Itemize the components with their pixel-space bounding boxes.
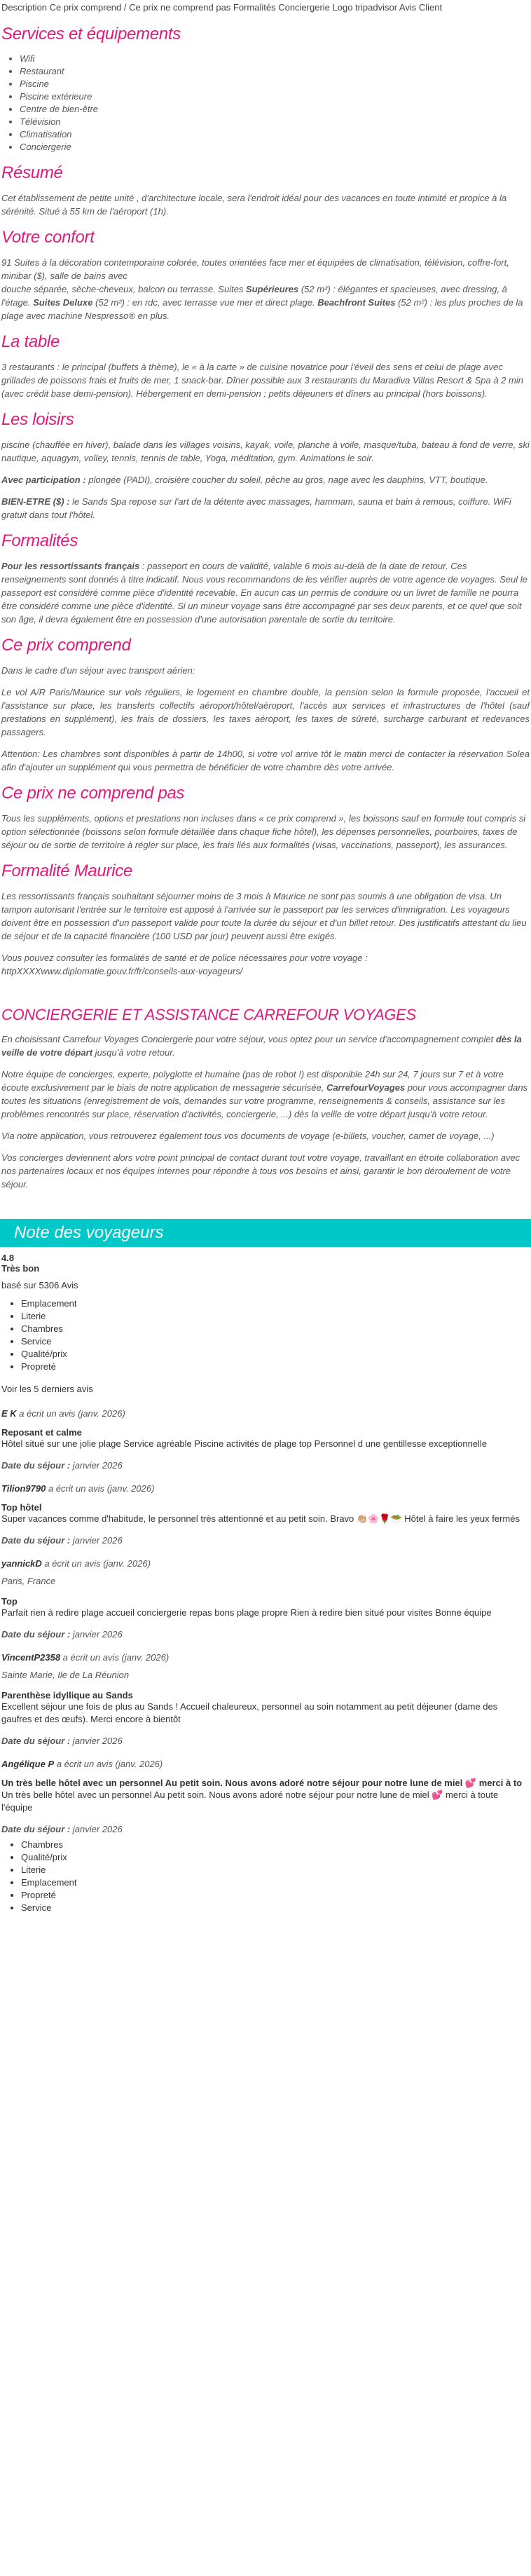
formalites-body: : passeport en cours de validité, valable 6 mois au-delà de la date de retour. Ces renseignements sont donnés à titre indicatif. Nous vous recommandons de les vérifier auprès de votre agence de voyages. Seul le passeport est considéré comme pièce d'identité recevable. En aucun cas un permis de conduire ou un livret de famille ne pourra être considéré comme une pièce d'identité. Si un mineur voyage sans être accompagné par ses deux parents, et ce quel que soit son âge, il devra également être en possession d'une autorisation parentale de sortie du territoire. bbox=[1, 561, 527, 625]
table-section bbox=[0, 332, 531, 400]
review-meta: a écrit un avis (janv. 2026) bbox=[46, 1483, 155, 1494]
service-item: • Wifi bbox=[20, 53, 530, 65]
review-author-line bbox=[1, 1652, 530, 1663]
confort-text-2a: douche séparée, sèche-cheveux, balcon ou terrasse. Suites bbox=[1, 284, 247, 294]
confort-text-2c: (52 m²) : élégantes et spacieuses, avec dressing, à l'étage. bbox=[1, 284, 507, 308]
last-reviews-link[interactable]: Voir les 5 derniers avis bbox=[1, 1384, 93, 1394]
criteria-item: • Propreté bbox=[21, 1361, 531, 1373]
review-date: janvier 2026 bbox=[70, 1460, 123, 1471]
confort-section bbox=[0, 228, 531, 322]
resume-text: Cet établissement de petite unité , d'architecture locale, sera l'endroit idéal pour des vacances en toute intimité et propice à la sérénité. Situé à 55 km de l'aéroport (1h). bbox=[1, 193, 507, 217]
criteria-item: • Qualité/prix bbox=[21, 1851, 531, 1864]
loisirs-bienetre-label: BIEN-ETRE ($) : bbox=[1, 496, 70, 507]
comprend-title: Ce prix comprend bbox=[1, 636, 131, 655]
ne-comprend-title: Ce prix ne comprend pas bbox=[1, 784, 185, 803]
review-author[interactable]: E K bbox=[1, 1408, 17, 1419]
conciergerie-text-2 bbox=[1, 1068, 530, 1121]
confort-text-1: 91 Suites à la décoration contemporaine colorée, toutes orientées face mer et équipées de climatisation, télévision, coffre-fort, minibar ($), salle de bains avec bbox=[1, 257, 509, 281]
conciergerie-text-1 bbox=[1, 1033, 530, 1059]
loisirs-section bbox=[0, 410, 531, 522]
criteria-item: • Propreté bbox=[21, 1889, 531, 1902]
review-title: Parenthèse idyllique au Sands bbox=[1, 1690, 133, 1701]
review-author[interactable]: VincentP2358 bbox=[1, 1652, 61, 1663]
services-list bbox=[1, 53, 530, 154]
review-date-label: Date du séjour : bbox=[1, 1535, 71, 1546]
criteria-item: • Emplacement bbox=[21, 1297, 531, 1310]
criteria-item: • Chambres bbox=[21, 1323, 531, 1335]
comprend-section bbox=[0, 636, 531, 774]
conciergerie-text-2c: pour vous accompagner dans toutes les situations (enregistrement de vols, demandes sur votre programme, renseignements & conseils, assistance sur les problèmes rencontrés sur place, réservation d'activités, conciergerie, ...) dès la veille de votre départ jusqu'à votre retour. bbox=[1, 1082, 528, 1119]
criteria-item: • Service bbox=[21, 1335, 531, 1348]
diplomatie-link[interactable]: httpXXXXwww.diplomatie.gouv.fr/fr/conseils-aux-voyageurs/ bbox=[1, 966, 243, 976]
review-author[interactable]: Angélique P bbox=[1, 1759, 55, 1769]
ne-comprend-text: Tous les suppléments, options et prestations non incluses dans « ce prix comprend », les boissons sauf en formule tout compris si option sélectionnée (boissons selon formule détaillée dans chaque fiche hôtel), les dépenses personnelles, pourboires, taxes de séjour ou de sortie de territoire à régler sur place, les frais liés aux formalités (visas, vaccinations, passeport), les assurances. bbox=[1, 813, 526, 850]
reviews-list bbox=[1, 1408, 530, 1834]
conciergerie-text-1a: En choisissant Carrefour Voyages Conciergerie pour votre séjour, vous optez pour un service d'accompagnement complet bbox=[1, 1034, 496, 1044]
loisirs-title: Les loisirs bbox=[1, 410, 74, 429]
conciergerie-text-3: Via notre application, vous retrouverez également tous vos documents de voyage (e-billets, voucher, carnet de voyage, ...) bbox=[1, 1131, 495, 1141]
criteria-list bbox=[0, 1297, 531, 1373]
review-date-line bbox=[1, 1824, 530, 1834]
criteria-item: • Chambres bbox=[21, 1839, 531, 1851]
service-item: • Télévision bbox=[20, 116, 530, 128]
conciergerie-title: CONCIERGERIE ET ASSISTANCE CARREFOUR VOYAGES bbox=[1, 1006, 416, 1023]
confort-title: Votre confort bbox=[1, 228, 95, 247]
review-author[interactable]: yannickD bbox=[1, 1558, 42, 1569]
review-date: janvier 2026 bbox=[70, 1629, 123, 1640]
formalite-maurice-text-1: Les ressortissants français souhaitant séjourner moins de 3 mois à Maurice ne sont pas soumis à une obligation de visa. Un tampon autorisant l'entrée sur le territoire est apposé à l'arrivée sur le passeport par les services d'immigration. Les voyageurs doivent être en possession d'un passeport valide pour toute la durée du séjour et d'un billet retour. Des justificatifs attestant du lieu de séjour et de la capacité financière (100 USD par jour) peuvent aussi être exigés. bbox=[1, 891, 527, 941]
confort-text-2g: (52 m²) : les plus proches de la plage avec machine Nespresso® en plus. bbox=[1, 297, 523, 321]
review-date-line bbox=[1, 1460, 530, 1471]
comprend-text-1: Le vol A/R Paris/Maurice sur vols réguliers, le logement en chambre double, la pension selon la formule proposée, l'accueil et l'assistance sur place, les transferts collectifs aéroport/hôtel/aéroport, l'accès aux services et infrastructures de l'hôtel (sauf prestations en supplément), les frais de dossiers, les taxes aéroport, les taxes de sûreté, surcharge carburant et redevances passagers. bbox=[1, 687, 530, 737]
review-date-line bbox=[1, 1629, 530, 1640]
review-item bbox=[1, 1408, 530, 1471]
review-meta: a écrit un avis (janv. 2026) bbox=[60, 1652, 170, 1663]
review-location: Sainte Marie, Ile de La Réunion bbox=[1, 1670, 130, 1680]
service-item: • Climatisation bbox=[20, 128, 530, 141]
review-title: Un très belle hôtel avec un personnel Au petit soin. Nous avons adoré notre séjour pour notre lune de miel 💕 merci à to bbox=[1, 1778, 523, 1788]
rating-based-on: basé sur 5306 Avis bbox=[1, 1280, 78, 1290]
comprend-text-2: Attention: Les chambres sont disponibles à partir de 14h00, si votre vol arrive tôt le matin merci de contacter la réservation Solea afin d'ajouter un supplément qui vous permettra de bénéficier de votre chambre dès votre arrivée. bbox=[1, 749, 530, 772]
rating-verdict: Très bon bbox=[1, 1263, 40, 1274]
services-section bbox=[0, 25, 531, 154]
criteria-item: • Qualité/prix bbox=[21, 1348, 531, 1361]
review-date-label: Date du séjour : bbox=[1, 1824, 71, 1834]
review-item bbox=[1, 1652, 530, 1746]
formalite-maurice-section bbox=[0, 861, 531, 978]
loisirs-bienetre-text: le Sands Spa repose sur l'art de la détente avec massages, hammam, sauna et bain à remous, coiffure. WiFi gratuit dans tout l'hôtel. bbox=[1, 496, 511, 520]
review-meta: a écrit un avis (janv. 2026) bbox=[54, 1759, 163, 1769]
review-item bbox=[1, 1483, 530, 1546]
formalites-section bbox=[0, 531, 531, 626]
service-item: • Centre de bien-être bbox=[20, 103, 530, 116]
conciergerie-text-2a: Notre équipe de concierges, experte, polyglotte et humaine (pas de robot !) est disponible 24h sur 24, 7 jours sur 7 et à votre écoute exclusivement par le biais de notre application de messagerie sécurisée, bbox=[1, 1069, 504, 1093]
criteria-item: • Literie bbox=[21, 1864, 531, 1876]
service-item: • Conciergerie bbox=[20, 141, 530, 154]
review-author[interactable]: Tilion9790 bbox=[1, 1483, 46, 1494]
comprend-intro: Dans le cadre d'un séjour avec transport aérien: bbox=[1, 665, 195, 676]
review-body: Un très belle hôtel avec un personnel Au petit soin. Nous avons adoré notre séjour pour notre lune de miel 💕 merci à toute l'équipe bbox=[1, 1790, 499, 1813]
loisirs-participation-label: Avec participation : bbox=[1, 475, 86, 485]
review-body: Parfait rien à redire plage accueil conciergerie repas bons plage propre Rien à redire bien situé pour visites Bonne équipe bbox=[1, 1607, 492, 1618]
review-body: Hôtel situé sur une jolie plage Service agréable Piscine activités de plage top Personnel d une gentillesse exceptionnelle bbox=[1, 1438, 488, 1449]
criteria-item: • Emplacement bbox=[21, 1876, 531, 1889]
ne-comprend-section bbox=[0, 784, 531, 852]
notes-header: Note des voyageurs bbox=[0, 1219, 531, 1247]
formalites-text bbox=[1, 559, 530, 626]
table-text: 3 restaurants : le principal (buffets à thème), le « à la carte » de cuisine novatrice pour l'éveil des sens et celui de plage avec grillades de poissons frais et fruits de mer, 1 snack-bar. Dîner possible aux 3 restaurants du Maradiva Villas Resort & Spa à 2 min (avec crédit base demi-pension). Hébergement en demi-pension : petits déjeuners et dîners au principal (hors boissons). bbox=[1, 362, 523, 399]
review-meta: a écrit un avis (janv. 2026) bbox=[41, 1558, 151, 1569]
review-title: Reposant et calme bbox=[1, 1427, 82, 1438]
criteria-list-2 bbox=[0, 1839, 531, 1914]
loisirs-participation-text: plongée (PADI), croisière coucher du soleil, pêche au gros, nage avec les dauphins, VTT, boutique. bbox=[85, 475, 488, 485]
conciergerie-text-1b: dès la veille de votre départ bbox=[1, 1034, 522, 1058]
review-date-line bbox=[1, 1736, 530, 1746]
conciergerie-text-4: Vos concierges deviennent alors votre point principal de contact durant tout votre voyage, travaillant en étroite collaboration avec nos partenaires locaux et nos équipes internes pour répondre à tous vos besoins et ainsi, garantir le bon déroulement de votre séjour. bbox=[1, 1152, 520, 1190]
confort-superieures: Supérieures bbox=[246, 284, 299, 294]
review-author-line bbox=[1, 1408, 530, 1419]
service-item: • Restaurant bbox=[20, 65, 530, 78]
resume-title: Résumé bbox=[1, 163, 63, 182]
review-date-label: Date du séjour : bbox=[1, 1460, 71, 1471]
criteria-item: • Literie bbox=[21, 1310, 531, 1323]
review-date-label: Date du séjour : bbox=[1, 1629, 71, 1640]
loisirs-text-2 bbox=[1, 473, 530, 486]
review-date-line bbox=[1, 1535, 530, 1546]
review-author-line bbox=[1, 1759, 530, 1769]
formalite-maurice-text-2 bbox=[1, 951, 530, 978]
section-nav[interactable]: Description Ce prix comprend / Ce prix ne comprend pas Formalités Conciergerie Logo tripadvisor Avis Client bbox=[1, 2, 443, 13]
loisirs-text-3 bbox=[1, 495, 530, 522]
resume-section bbox=[0, 163, 531, 218]
confort-text bbox=[1, 256, 530, 322]
services-title: Services et équipements bbox=[1, 25, 181, 43]
rating-score: 4.8 bbox=[1, 1253, 15, 1263]
review-author-line bbox=[1, 1558, 530, 1569]
review-title: Top bbox=[1, 1596, 18, 1607]
review-date: janvier 2026 bbox=[70, 1824, 123, 1834]
formalite-maurice-consult: Vous pouvez consulter les formalités de santé et de police nécessaires pour votre voyage : bbox=[1, 953, 368, 963]
conciergerie-text-1c: jusqu'à votre retour. bbox=[92, 1047, 175, 1058]
review-item bbox=[1, 1759, 530, 1834]
criteria-item: • Service bbox=[21, 1902, 531, 1914]
review-location: Paris, France bbox=[1, 1576, 56, 1586]
confort-text-2e: (52 m²) : en rdc, avec terrasse vue mer et direct plage. bbox=[92, 297, 318, 308]
formalites-label: Pour les ressortissants français bbox=[1, 561, 140, 571]
conciergerie-app-name: CarrefourVoyages bbox=[326, 1082, 406, 1093]
service-item: • Piscine bbox=[20, 78, 530, 90]
table-title: La table bbox=[1, 332, 60, 351]
loisirs-text-1: piscine (chauffée en hiver), balade dans les villages voisins, kayak, voile, planche à voile, masque/tuba, bateau à fond de verre, ski nautique, aquagym, volley, tennis, tennis de table, Yoga, méditation, gym. Animations le soir. bbox=[1, 439, 530, 463]
review-author-line bbox=[1, 1483, 530, 1494]
review-date-label: Date du séjour : bbox=[1, 1736, 71, 1746]
review-item bbox=[1, 1558, 530, 1640]
conciergerie-section bbox=[0, 1006, 531, 1191]
service-item: • Piscine extérieure bbox=[20, 90, 530, 103]
review-meta: a écrit un avis (janv. 2026) bbox=[16, 1408, 125, 1419]
review-date: janvier 2026 bbox=[70, 1736, 123, 1746]
review-body: Super vacances comme d'habitude, le personnel très attentionné et au petit soin. Bravo 👏🏼🌸🌹🥗 Hôtel à faire les yeux fermés bbox=[1, 1513, 520, 1524]
formalites-title: Formalités bbox=[1, 531, 78, 550]
review-date: janvier 2026 bbox=[70, 1535, 123, 1546]
review-body: Excellent séjour une fois de plus au Sands ! Accueil chaleureux, personnel au soin notamment au petit déjeuner (dame des gaufres et des œufs). Merci encore à bientôt bbox=[1, 1701, 498, 1724]
review-title: Top hôtel bbox=[1, 1502, 42, 1513]
confort-deluxe: Suites Deluxe bbox=[33, 297, 93, 308]
confort-beachfront: Beachfront Suites bbox=[317, 297, 396, 308]
formalite-maurice-title: Formalité Maurice bbox=[1, 861, 132, 880]
